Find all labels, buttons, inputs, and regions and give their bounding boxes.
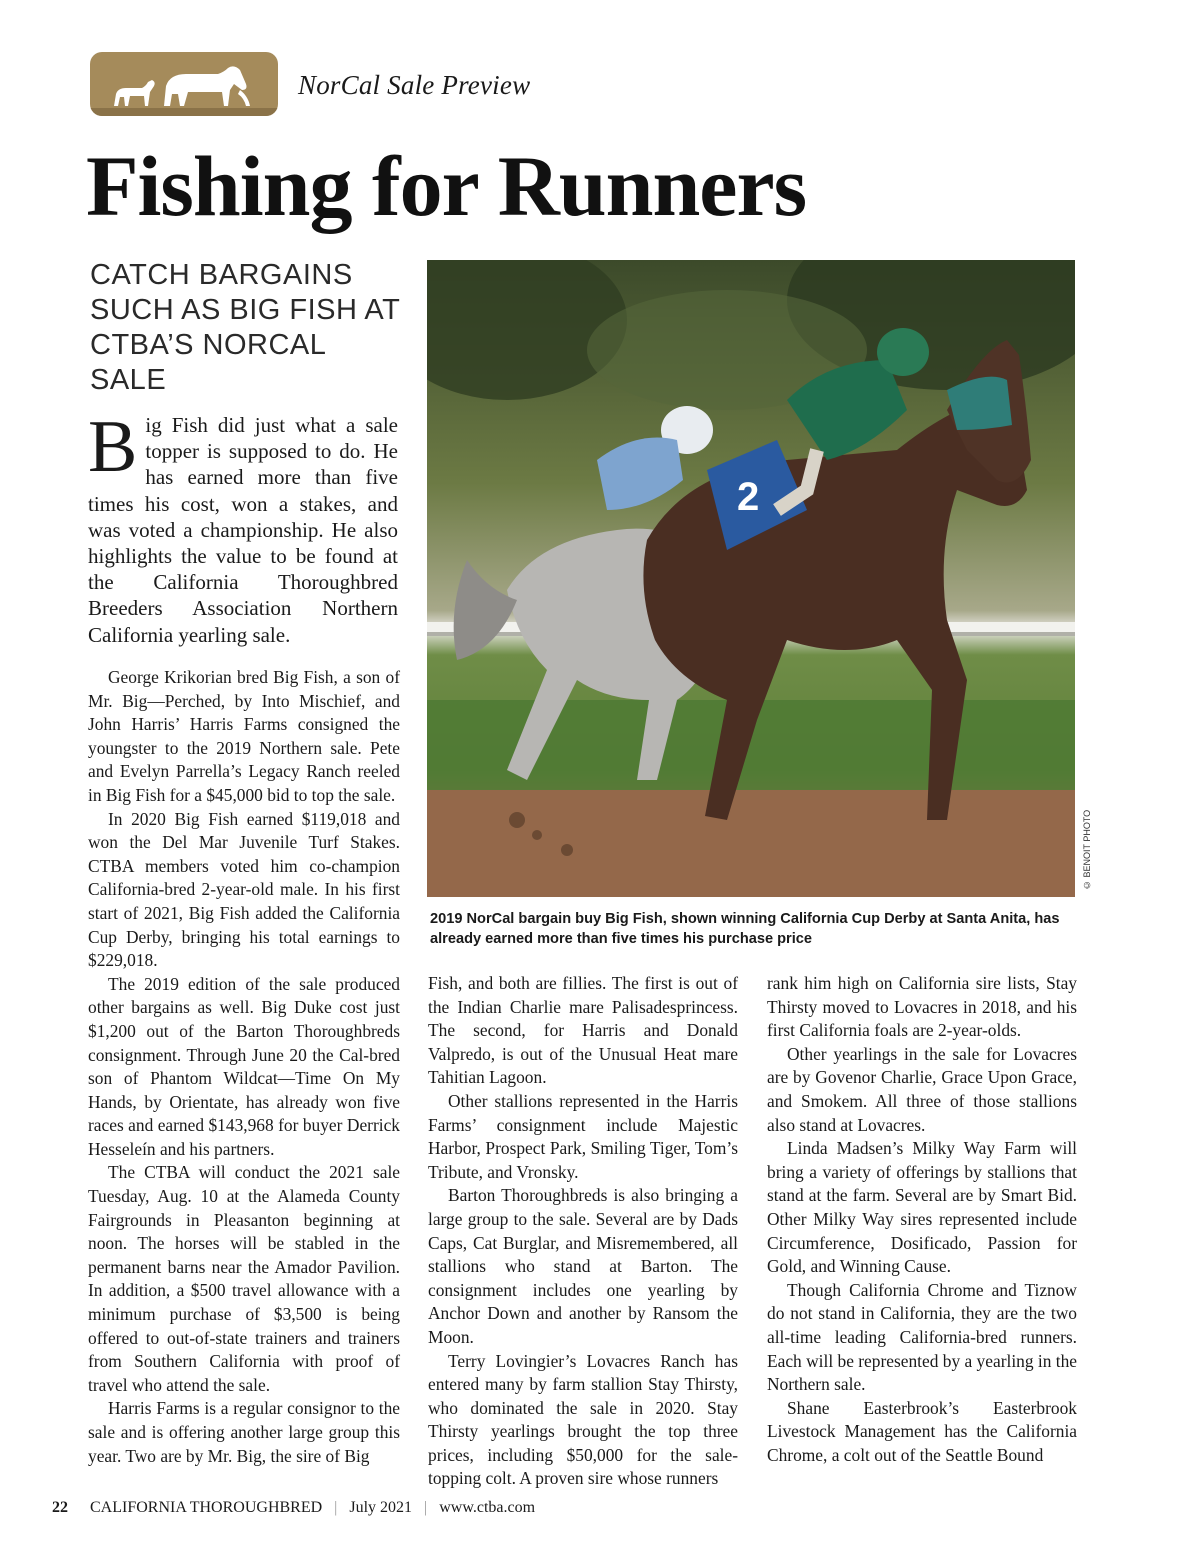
paragraph: Fish, and both are fillies. The first is out of the Indian Charlie mare Palisadesprincess. The second, for Harris and Donald Valpredo, is out of the Unusual Heat mare Tahitian Lagoon. [428, 973, 738, 1088]
paragraph: Though California Chrome and Tiznow do not stand in California, they are the two all-time leading California-bred runners. Each will be represented by a yearling in the Northern sale. [767, 1279, 1078, 1395]
race-photo-illustration [427, 260, 1075, 897]
page-footer [52, 1499, 535, 1517]
paragraph: Linda Madsen’s Milky Way Farm will bring a variety of offerings by stallions that stand at the farm. Several are by Smart Bid. Other Milky Way sires represented include Circumference, Dosificado, Passion for Gold, and Winning Cause. [767, 1138, 1077, 1277]
paragraph: George Krikorian bred Big Fish, a son of Mr. Big—Perched, by Into Mischief, and John Harris’ Harris Farms consigned the youngster to the 2019 Northern sale. Pete and Evelyn Parrella’s Legacy Ranch reeled in Big Fish for a $45,000 bid to top the sale. [88, 667, 400, 805]
section-logo-badge [90, 52, 278, 116]
page-number: 22 [52, 1499, 68, 1516]
section-label: NorCal Sale Preview [298, 70, 531, 100]
paragraph: Shane Easterbrook’s Easterbrook Livestock Management has the California Chrome, a colt out of the Seattle Bound [767, 1397, 1077, 1465]
body-column-1 [88, 666, 400, 1468]
footer-separator: | [334, 1499, 338, 1516]
drop-cap: B [88, 406, 138, 488]
article-headline: Fishing for Runners [86, 138, 807, 234]
footer-separator: | [424, 1499, 428, 1516]
paragraph: The CTBA will conduct the 2021 sale Tuesday, Aug. 10 at the Alameda County Fairgrounds in Pleasanton beginning at noon. The horses will be stabled in the permanent barns near the Amador Pavilion. In addition, a $500 travel allowance with a minimum purchase of $3,500 is being offered to out-of-state trainers and trainers from Southern California with proof of travel who attend the sale. [88, 1162, 400, 1395]
horses-logo-icon [90, 52, 278, 116]
issue-date: July 2021 [349, 1499, 413, 1516]
paragraph: Other yearlings in the sale for Lovacres are by Govenor Charlie, Grace Upon Grace, and Smokem. All three of those stallions also stand at Lovacres. [767, 1043, 1077, 1135]
lede-text: ig Fish did just what a sale topper is supposed to do. He has earned more than five times his cost, won a stakes, and was voted a championship. He also highlights the value to be found at the California Thoroughbred Breeders Association Northern California yearling sale. [88, 413, 398, 647]
article-deck: CATCH BARGAINS SUCH AS BIG FISH AT CTBA’S NORCAL SALE [90, 259, 400, 396]
paragraph: Barton Thoroughbreds is also bringing a large group to the sale. Several are by Dads Caps, Cat Burglar, and Misremembered, all stallions who stand at Barton. The consignment includes one yearling by Anchor Down and another by Ransom the Moon. [428, 1185, 738, 1347]
body-column-2 [428, 972, 738, 1491]
paragraph: In 2020 Big Fish earned $119,018 and won the Del Mar Juvenile Turf Stakes. CTBA members voted him co-champion California-bred 2-year-old male. In his first start of 2021, Big Fish added the California Cup Derby, bringing his total earnings to $229,018. [88, 808, 400, 971]
website-link[interactable]: www.ctba.com [439, 1499, 536, 1516]
paragraph: The 2019 edition of the sale produced other bargains as well. Big Duke cost just $1,200 out of the Barton Thoroughbreds consignment. Through June 20 the Cal-bred son of Phantom Wildcat—Time On My Hands, by Orientate, has already won five races and earned $143,968 for buyer Derrick Hesseleín and his partners. [88, 973, 400, 1159]
photo-caption: 2019 NorCal bargain buy Big Fish, shown winning California Cup Derby at Santa Anita, has already earned more than five times his purchase price [430, 911, 1060, 947]
paragraph: Terry Lovingier’s Lovacres Ranch has entered many by farm stallion Stay Thirsty, who dominated the sale in 2020. Stay Thirsty yearlings brought the top three prices, including $50,000 for the sale-topping colt. A proven sire whose runners [428, 1350, 738, 1489]
photo-credit: © BENOIT PHOTO [1082, 809, 1092, 890]
article-lede [88, 406, 398, 648]
paragraph: rank him high on California sire lists, Stay Thirsty moved to Lovacres in 2018, and his first California foals are 2-year-olds. [767, 973, 1077, 1041]
paragraph: Other stallions represented in the Harris Farms’ consignment include Majestic Harbor, Prospect Park, Smiling Tiger, Tom’s Tribute, and Vronsky. [428, 1090, 738, 1182]
body-column-3 [767, 972, 1077, 1467]
paragraph: Harris Farms is a regular consignor to the sale and is offering another large group this year. Two are by Mr. Big, the sire of Big [88, 1398, 400, 1466]
race-photo [427, 260, 1075, 897]
saddlecloth-number: 2 [737, 475, 760, 519]
publication-name: CALIFORNIA THOROUGHBRED [90, 1499, 323, 1516]
